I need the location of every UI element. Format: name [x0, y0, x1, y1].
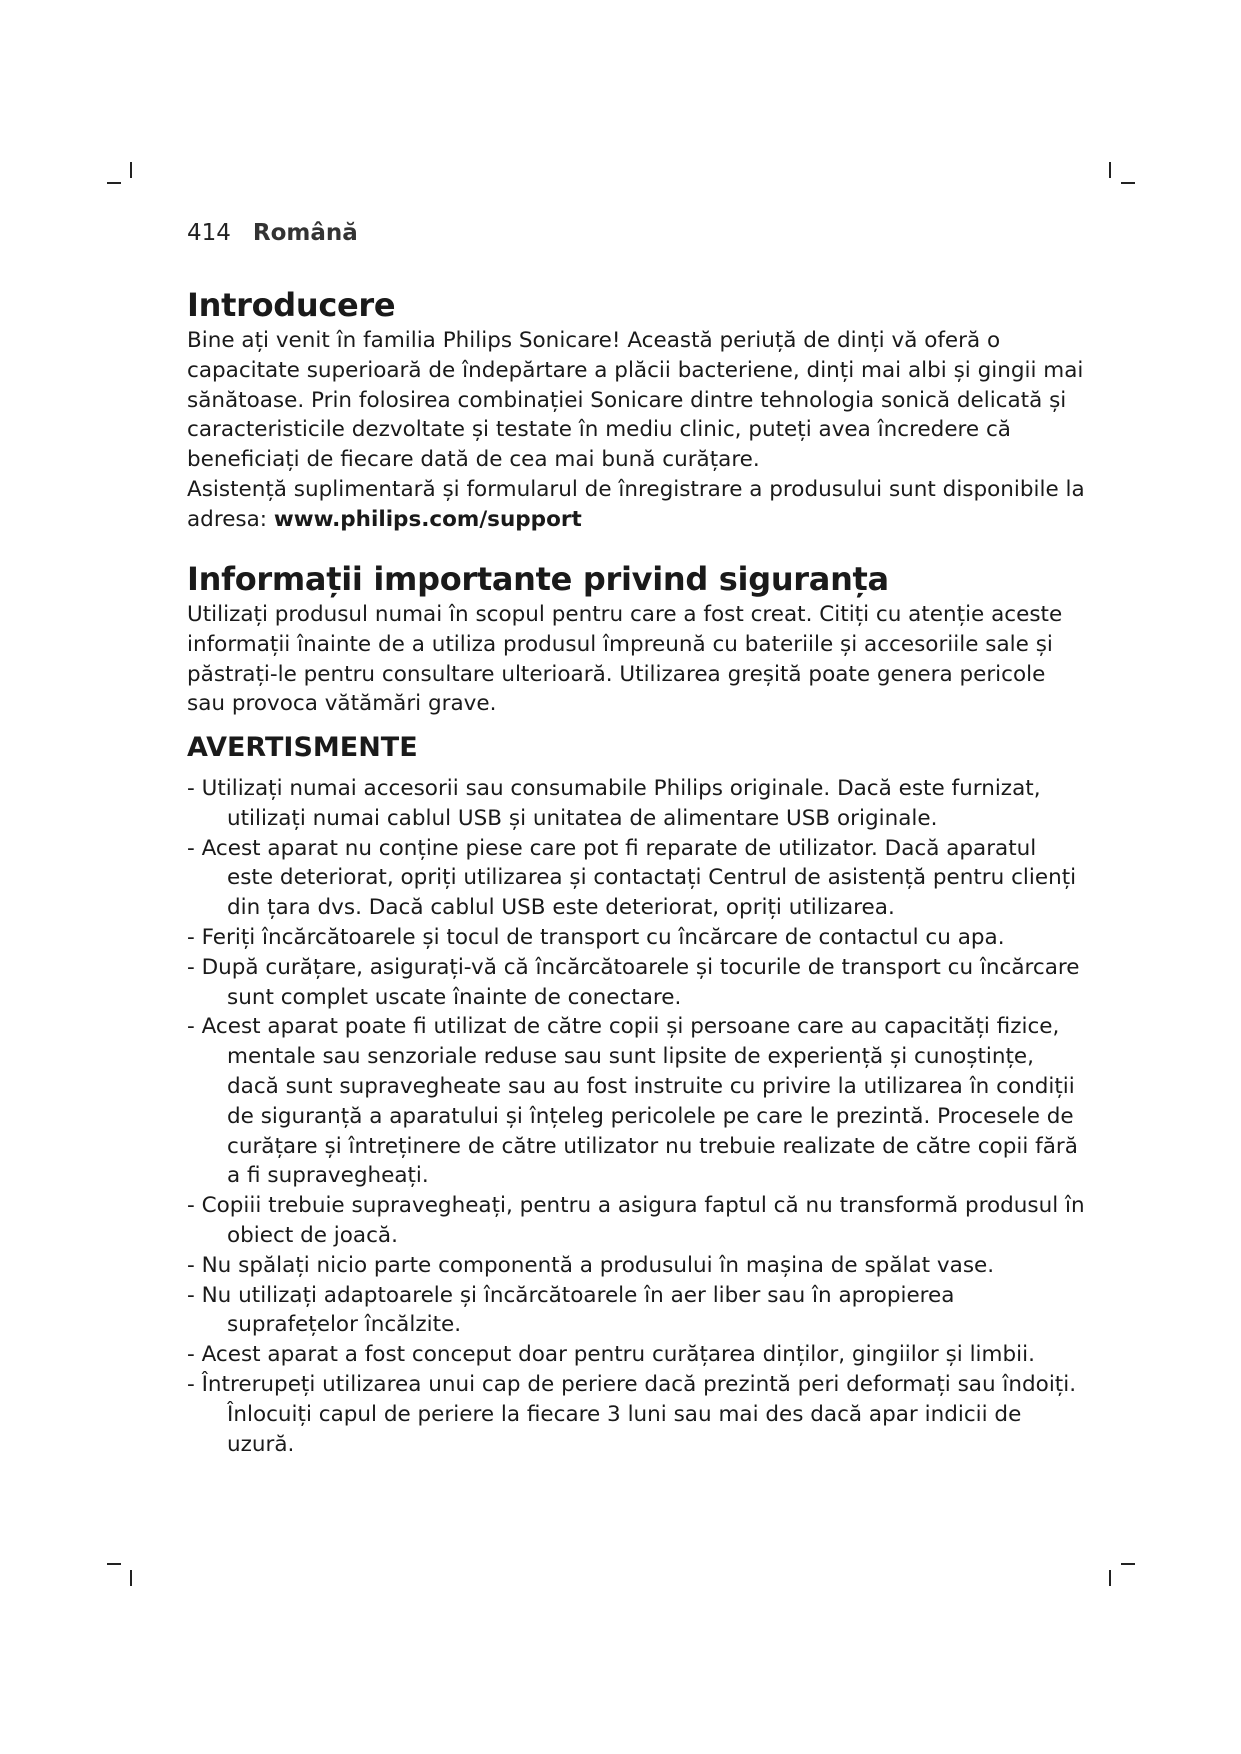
crop-mark-top-left-v	[130, 162, 132, 178]
warning-item: - Întrerupeți utilizarea unui cap de periere dacă prezintă peri deformați sau îndoiți. Înlocuiți capul de periere la fiecare 3 luni sau mai des dacă apar indicii de uzură.	[187, 1371, 1077, 1457]
language-label: Română	[252, 220, 358, 246]
crop-mark-top-left-h	[107, 182, 121, 184]
support-url-link[interactable]: www.philips.com/support	[273, 506, 582, 532]
page-header	[187, 220, 1067, 250]
page-number: 414	[187, 220, 231, 246]
warnings-heading: AVERTISMENTE	[187, 732, 418, 763]
crop-mark-bottom-left-h	[107, 1563, 121, 1565]
warning-item: - Copiii trebuie supravegheați, pentru a asigura faptul că nu transformă produsul în obiect de joacă.	[187, 1193, 1085, 1248]
intro-heading: Introducere	[187, 286, 396, 324]
support-text: Asistență suplimentară și formularul de înregistrare a produsului sunt disponibile la adresa:	[187, 476, 1085, 532]
warning-item: - Nu spălați nicio parte componentă a produsului în mașina de spălat vase.	[187, 1252, 995, 1278]
crop-mark-top-right-v	[1109, 162, 1111, 178]
warning-item: - După curățare, asigurați-vă că încărcătoarele și tocurile de transport cu încărcare sunt complet uscate înainte de conectare.	[187, 954, 1080, 1010]
page-content	[187, 220, 1085, 1457]
safety-paragraph: Utilizați produsul numai în scopul pentru care a fost creat. Citiți cu atenție aceste informații înainte de a utiliza produsul împreună cu bateriile și accesoriile sale și păstrați-le pentru consultare ulterioară. Utilizarea greșită poate genera pericole sau provoca vătămări grave.	[187, 602, 1063, 717]
warning-item: - Feriți încărcătoarele și tocul de transport cu încărcare de contactul cu apa.	[187, 924, 1005, 950]
warning-item: - Nu utilizați adaptoarele și încărcătoarele în aer liber sau în apropierea suprafețelor încălzite.	[187, 1282, 955, 1338]
warning-item: - Acest aparat poate fi utilizat de către copii și persoane care au capacități fizice, mentale sau senzoriale reduse sau sunt lipsite de experiență și cunoștințe, dacă sunt supravegheate sau au fost instruite cu privire la utilizarea în condiții de siguranță a aparatului și înțeleg pericolele pe care le prezintă. Procesele de curățare și întreținere de către utilizator nu trebuie realizate de către copii fără a fi supravegheați.	[187, 1014, 1078, 1189]
support-paragraph	[187, 475, 1087, 535]
warnings-list	[187, 774, 1087, 1459]
warning-item: - Acest aparat a fost conceput doar pentru curățarea dinților, gingiilor și limbii.	[187, 1342, 1035, 1368]
intro-paragraph: Bine ați venit în familia Philips Sonicare! Această periuță de dinți vă oferă o capacitate superioară de îndepărtare a plăcii bacteriene, dinți mai albi și gingii mai sănătoase. Prin folosirea combinației Sonicare dintre tehnologia sonică delicată și caracteristicile dezvoltate și testate în mediu clinic, puteți avea încredere că beneficiați de fiecare dată de cea mai bună curățare.	[187, 328, 1084, 473]
intro-section	[187, 326, 1087, 535]
crop-mark-bottom-right-v	[1109, 1570, 1111, 1586]
warning-item: - Utilizați numai accesorii sau consumabile Philips originale. Dacă este furnizat, utilizați numai cablul USB și unitatea de alimentare USB originale.	[187, 776, 1041, 831]
crop-mark-bottom-left-v	[130, 1570, 132, 1586]
crop-mark-top-right-h	[1121, 182, 1135, 184]
safety-heading: Informații importante privind siguranța	[187, 560, 889, 598]
crop-mark-bottom-right-h	[1121, 1563, 1135, 1565]
warning-item: - Acest aparat nu conține piese care pot fi reparate de utilizator. Dacă aparatul este deteriorat, opriți utilizarea și contactați Centrul de asistență pentru clienți din țara dvs. Dacă cablul USB este deteriorat, opriți utilizarea.	[187, 835, 1077, 921]
